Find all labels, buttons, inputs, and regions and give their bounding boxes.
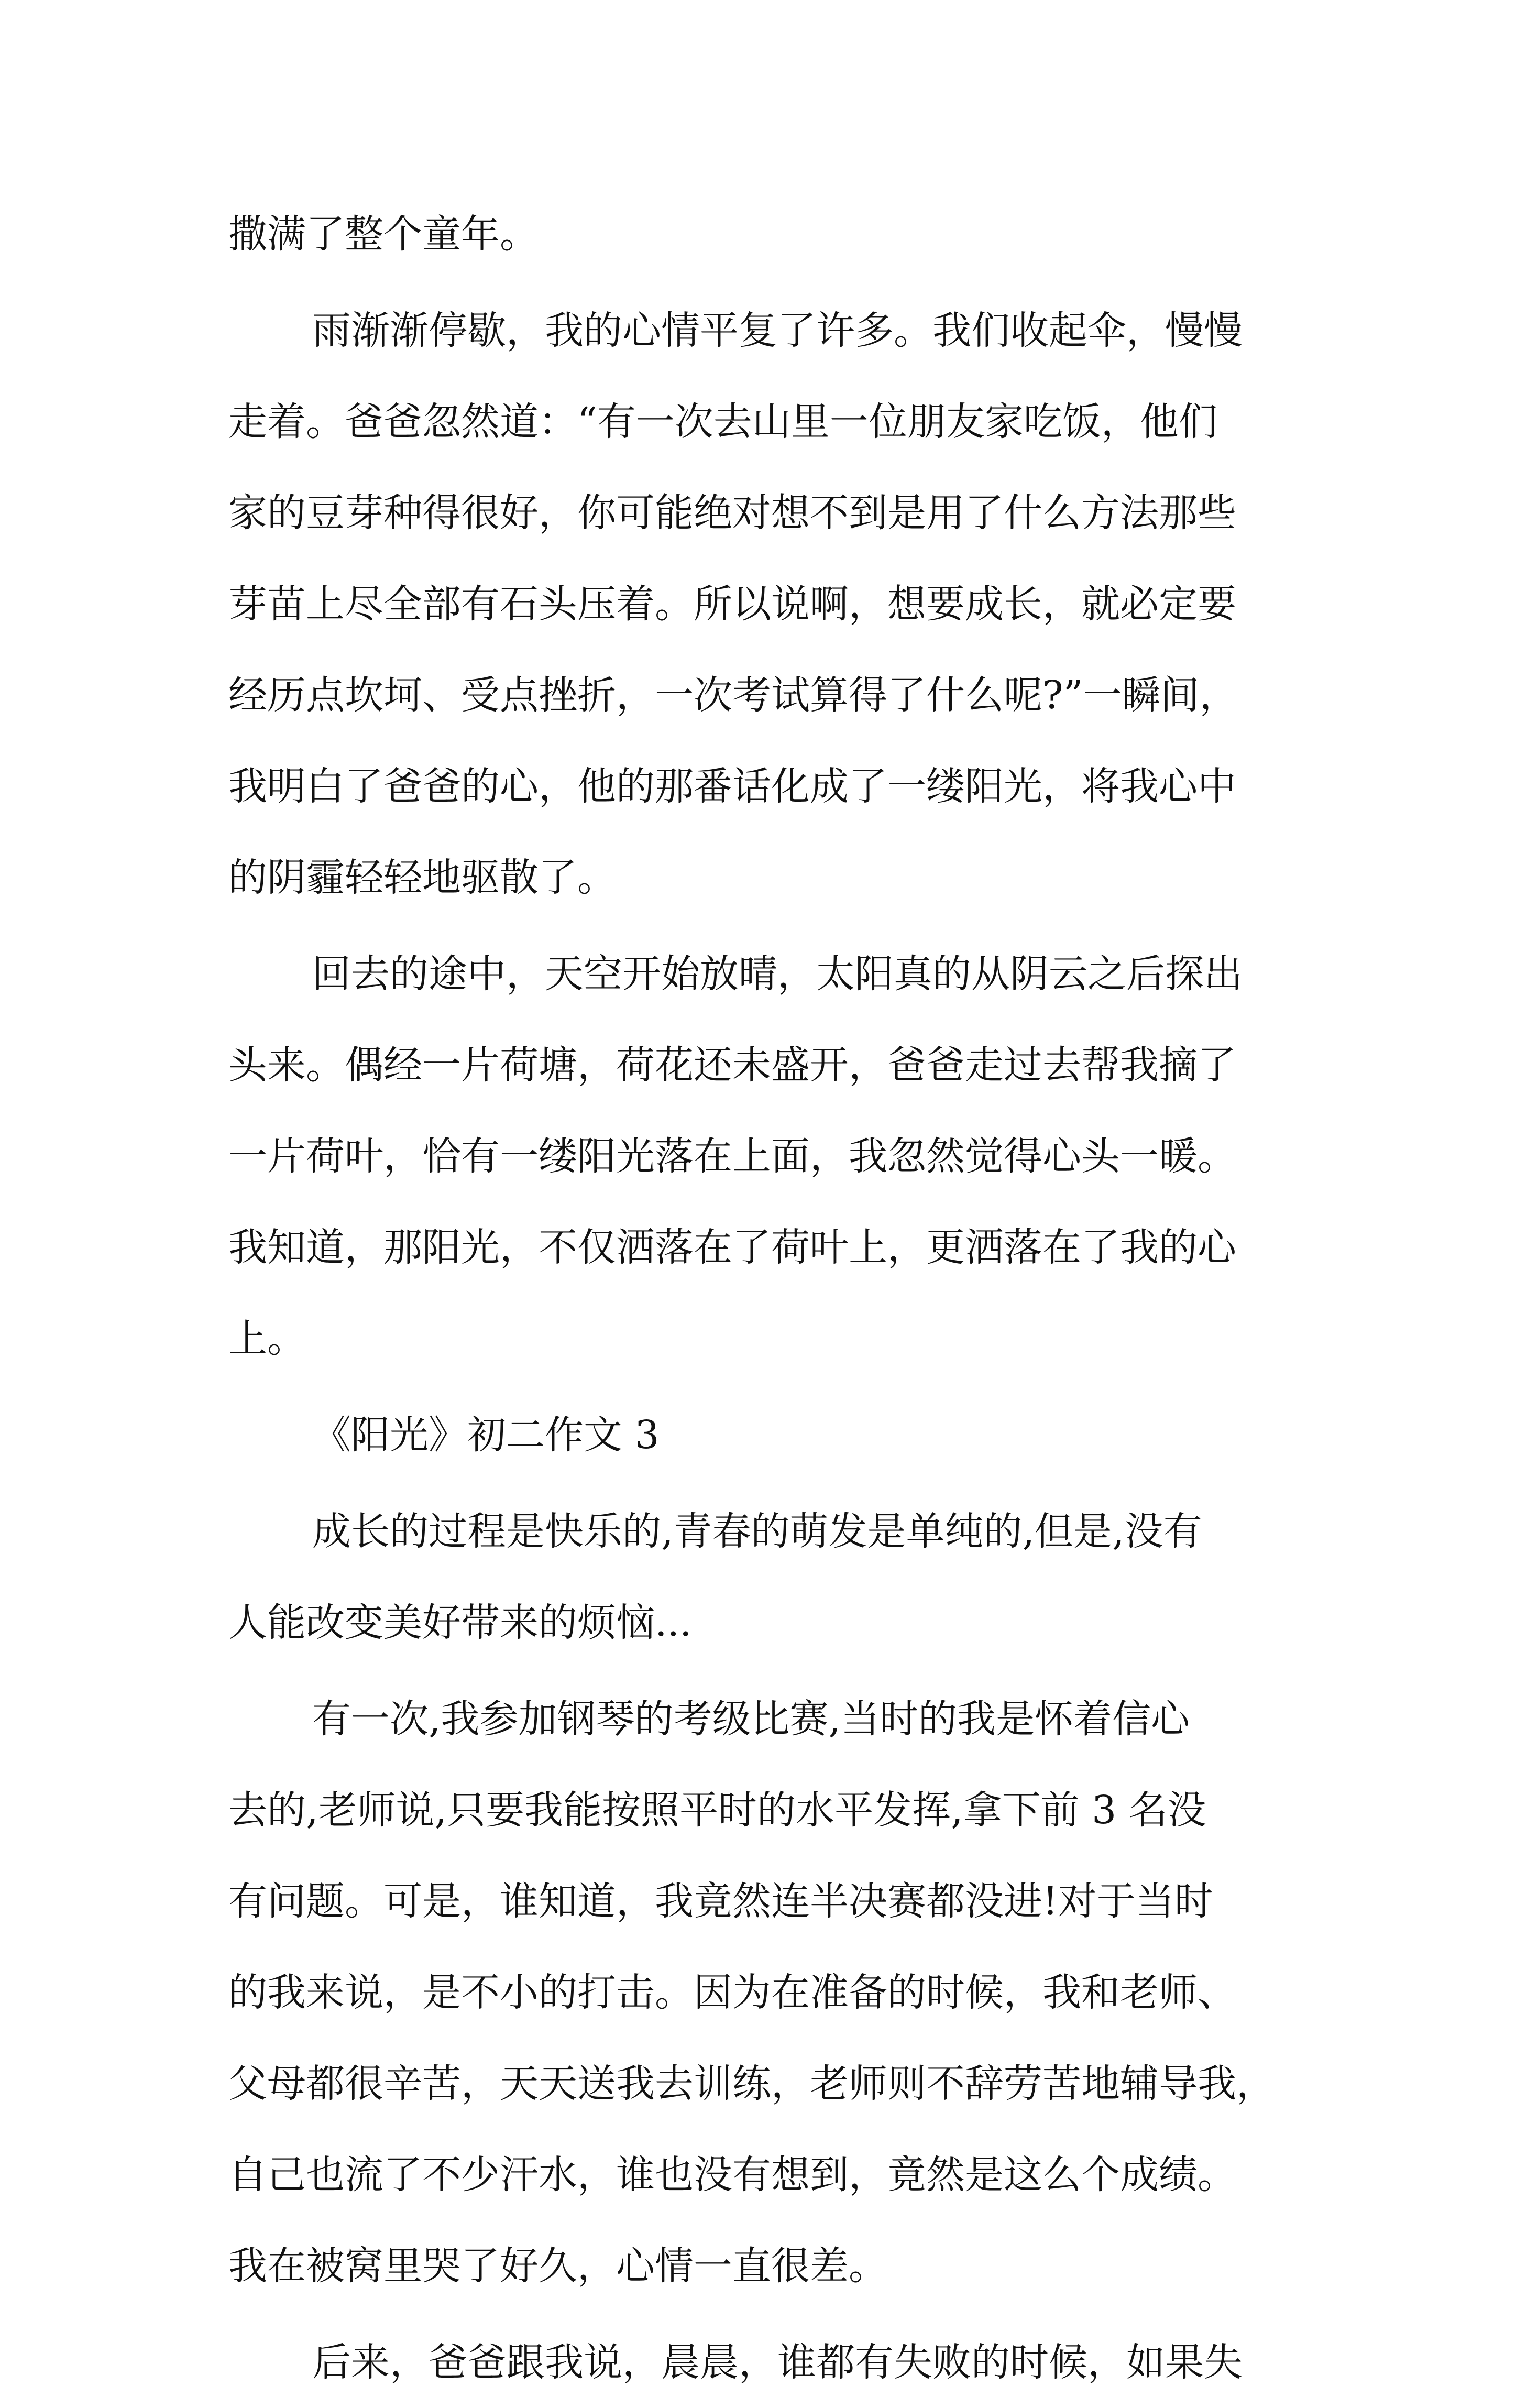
text-line: 我知道，那阳光，不仅洒落在了荷叶上，更洒落在了我的心 — [228, 1225, 1236, 1270]
text-line: 走着。爸爸忽然道：“有一次去山里一位朋友家吃饭，他们 — [228, 399, 1217, 444]
text-line: 的我来说，是不小的打击。因为在准备的时候，我和老师、 — [228, 1970, 1236, 2015]
text-line: 上。 — [228, 1316, 306, 1361]
text-line: 人能改变美好带来的烦恼... — [228, 1600, 692, 1645]
paragraph-first-line: 回去的途中，天空开始放晴，太阳真的从阴云之后探出 — [312, 951, 1243, 997]
text-line: 有问题。可是，谁知道，我竟然连半决赛都没进!对于当时 — [228, 1879, 1213, 1924]
text-line: 自己也流了不少汗水，谁也没有想到，竟然是这么个成绩。 — [228, 2152, 1236, 2197]
paragraph-first-line: 后来，爸爸跟我说，晨晨，谁都有失败的时候，如果失 — [312, 2340, 1243, 2385]
paragraph-first-line: 成长的过程是快乐的,青春的萌发是单纯的,但是,没有 — [312, 1509, 1202, 1554]
text-line: 父母都很辛苦，天天送我去训练，老师则不辞劳苦地辅导我， — [228, 2061, 1275, 2106]
text-line: 的阴霾轻轻地驱散了。 — [228, 855, 616, 900]
body-text — [228, 189, 1281, 2408]
section-heading: 《阳光》初二作文 3 — [312, 1413, 660, 1458]
paragraph-first-line: 雨渐渐停歇，我的心情平复了许多。我们收起伞，慢慢 — [312, 308, 1243, 353]
text-line: 去的,老师说,只要我能按照平时的水平发挥,拿下前 3 名没 — [228, 1788, 1206, 1833]
text-line: 芽苗上尽全部有石头压着。所以说啊，想要成长，就必定要 — [228, 582, 1236, 627]
text-line: 我在被窝里哭了好久，心情一直很差。 — [228, 2243, 887, 2289]
text-line: 头来。偶经一片荷塘，荷花还未盛开，爸爸走过去帮我摘了 — [228, 1043, 1236, 1088]
text-line: 撒满了整个童年。 — [228, 212, 539, 257]
text-line: 我明白了爸爸的心，他的那番话化成了一缕阳光，将我心中 — [228, 764, 1236, 809]
paragraph-first-line: 有一次,我参加钢琴的考级比赛,当时的我是怀着信心 — [312, 1696, 1190, 1742]
text-line: 家的豆芽种得很好，你可能绝对想不到是用了什么方法那些 — [228, 490, 1236, 535]
text-line: 一片荷叶，恰有一缕阳光落在上面，我忽然觉得心头一暖。 — [228, 1134, 1236, 1179]
text-line: 经历点坎坷、受点挫折，一次考试算得了什么呢?”一瞬间， — [228, 673, 1238, 718]
